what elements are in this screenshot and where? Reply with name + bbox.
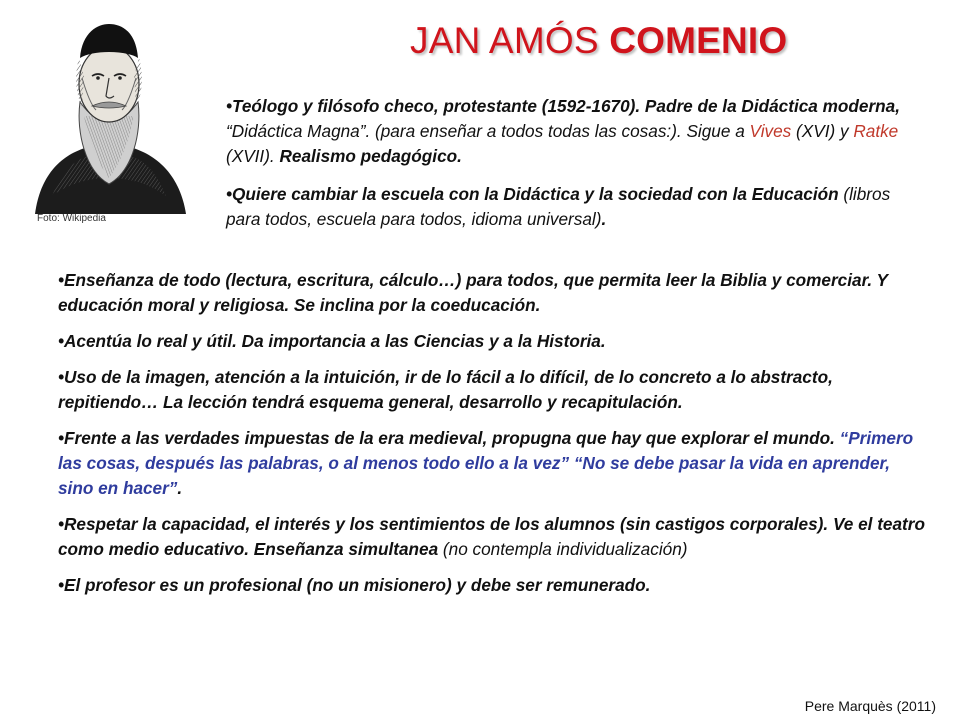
photo-credit: Foto: Wikipedia	[37, 213, 106, 224]
portrait-image	[30, 6, 188, 214]
title-surname: COMENIO	[609, 20, 788, 61]
intro-text: (libros para todos, escuela para todos, idioma universal)	[226, 184, 891, 229]
point-1: •Enseñanza de todo (lectura, escritura, cálculo…) para todos, que permita leer la Biblia y comerciar. Y educación moral y religiosa. Se inclina por la coeducación.	[58, 270, 888, 315]
title-name: JAN AMÓS	[410, 20, 610, 61]
intro-text: Realismo pedagógico.	[279, 146, 462, 166]
author-signature: Pere Marquès (2011)	[804, 698, 936, 714]
point-6: •El profesor es un profesional (no un misionero) y debe ser remunerado.	[58, 575, 651, 595]
point-text: .	[177, 478, 183, 498]
page-title	[410, 20, 787, 62]
quote-text: “Primero las cosas, después las palabras, o al menos todo ello a la vez” “No se debe pasar la vida en aprender, sino en hacer”	[58, 428, 914, 498]
highlight-vives: Vives	[749, 121, 792, 141]
point-text: •Frente a las verdades impuestas de la era medieval, propugna que hay que explorar el mundo.	[58, 428, 840, 448]
point-3: •Uso de la imagen, atención a la intuición, ir de lo fácil a lo difícil, de lo concreto a lo abstracto, repitiendo… La lección tendrá esquema general, desarrollo y recapitulación.	[58, 367, 833, 412]
intro-paragraph-1	[226, 94, 916, 169]
intro-text: •Teólogo y filósofo checo, protestante (1592-1670). Padre de la Didáctica moderna,	[226, 96, 900, 116]
intro-text: •Quiere cambiar la escuela con la Didáctica y la sociedad con la Educación	[226, 184, 839, 204]
intro-text: “Didáctica Magna”. (para enseñar a todos todas las cosas:). Sigue a	[226, 121, 750, 141]
highlight-ratke: Ratke	[853, 121, 899, 141]
intro-text: (XVI) y	[791, 121, 854, 141]
intro-block	[226, 94, 916, 245]
points-list	[58, 268, 928, 609]
point-5	[58, 512, 928, 562]
intro-text: .	[601, 209, 607, 229]
intro-text: (XVII).	[226, 146, 280, 166]
point-text: •Respetar la capacidad, el interés y los sentimientos de los alumnos (sin castigos corporales). Ve el teatro como medio educativo. Enseñanza simultanea	[58, 514, 925, 559]
intro-paragraph-2	[226, 182, 916, 232]
point-text: (no contempla individualización)	[438, 539, 688, 559]
point-2: •Acentúa lo real y útil. Da importancia a las Ciencias y a la Historia.	[58, 331, 606, 351]
point-4	[58, 426, 928, 501]
